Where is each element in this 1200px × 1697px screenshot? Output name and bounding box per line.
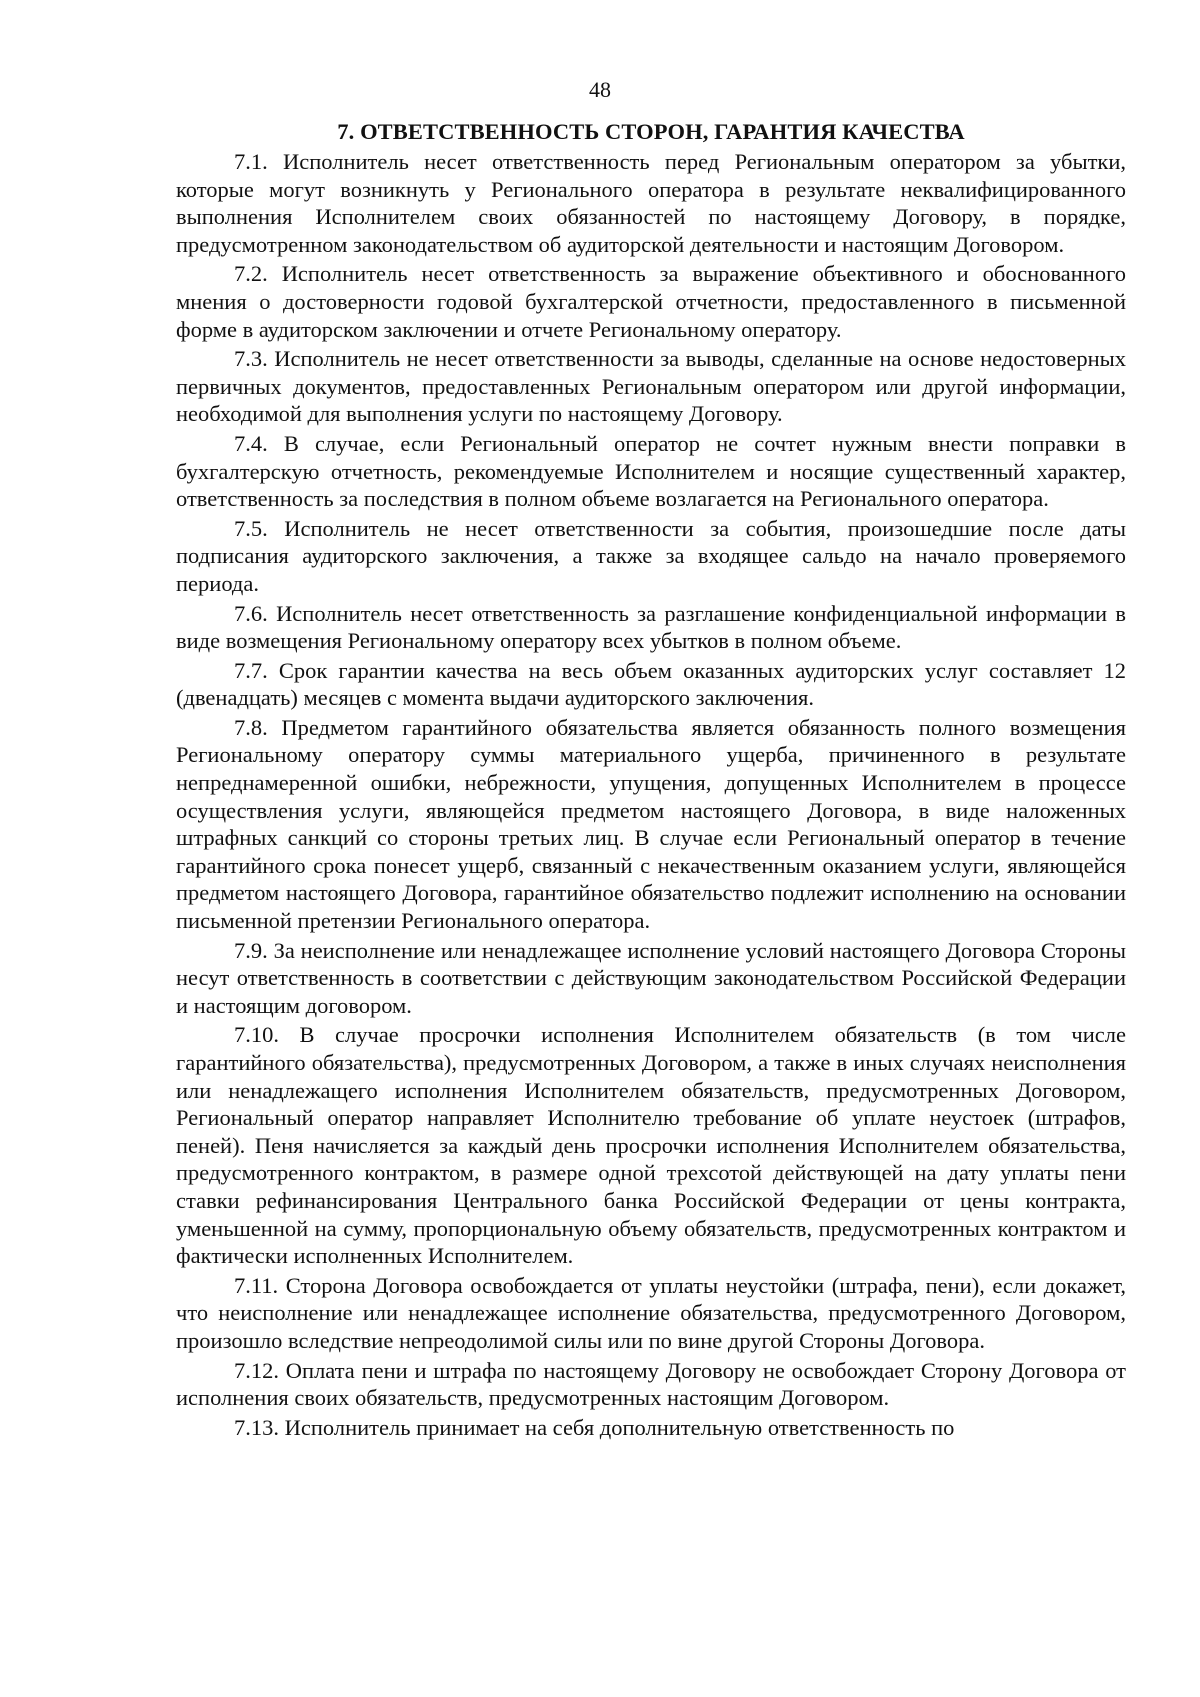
clause-7-4 (176, 430, 1126, 513)
section-title: 7. ОТВЕТСТВЕННОСТЬ СТОРОН, ГАРАНТИЯ КАЧЕСТВА (337, 119, 965, 144)
clause-text: В случае, если Региональный оператор не сочтет нужным внести поправки в бухгалтерскую отчетность, рекомендуемые Исполнителем и носящие существенный характер, ответственность за последствия в полном объеме возлагается на Регионального оператора. (176, 430, 1126, 512)
clause-number: 7.6. (234, 600, 268, 626)
clause-7-2 (176, 260, 1126, 343)
clause-text: Исполнитель несет ответственность перед Региональным оператором за убытки, которые могут возникнуть у Регионального оператора в результате неквалифицированного выполнения Исполнителем своих обязанностей по настоящему Договору, в порядке, предусмотренном законодательством об аудиторской деятельности и настоящим Договором. (176, 149, 1126, 257)
clause-number: 7.1. (234, 149, 268, 174)
clause-7-8 (176, 714, 1126, 935)
clause-number: 7.2. (234, 261, 268, 287)
clause-7-12 (176, 1357, 1126, 1412)
clause-7-7 (176, 657, 1126, 712)
clause-text: Сторона Договора освобождается от уплаты неустойки (штрафа, пени), если докажет, что неисполнение или ненадлежащее исполнение обязательства, предусмотренного Договором, произошло вследствие непреодолимой силы или по вине другой Стороны Договора. (176, 1272, 1126, 1353)
clause-number: 7.3. (234, 346, 268, 372)
document-content (176, 118, 1126, 1443)
clause-number: 7.5. (234, 515, 268, 541)
page-number: 48 (589, 77, 611, 102)
clause-text: Срок гарантии качества на весь объем оказанных аудиторских услуг составляет 12 (двенадцать) месяцев с момента выдачи аудиторского заключения. (176, 657, 1127, 711)
clause-7-11 (176, 1272, 1126, 1355)
clause-7-3 (176, 345, 1126, 428)
clause-text: Оплата пени и штрафа по настоящему Договору не освобождает Сторону Договора от исполнения своих обязательств, предусмотренных настоящим Договором. (176, 1357, 1126, 1411)
clause-number: 7.11. (234, 1272, 279, 1298)
clause-number: 7.13. (234, 1414, 279, 1440)
clause-number: 7.12. (234, 1357, 279, 1383)
clause-7-5 (176, 515, 1126, 598)
clause-number: 7.4. (234, 430, 268, 456)
clause-number: 7.10. (234, 1022, 279, 1048)
clause-7-10 (176, 1021, 1126, 1269)
clause-text: Исполнитель не несет ответственности за выводы, сделанные на основе недостоверных первичных документов, предоставленных Региональным оператором или другой информации, необходимой для выполнения услуги по настоящему Договору. (176, 346, 1126, 427)
clause-text: В случае просрочки исполнения Исполнителем обязательств (в том числе гарантийного обязательства), предусмотренных Договором, а также в иных случаях неисполнения или ненадлежащего исполнения Исполнителем обязательств, предусмотренных Договором, Региональный оператор направляет Исполнителю требование об уплате неустоек (штрафов, пеней). Пеня начисляется за каждый день просрочки исполнения Исполнителем обязательства, предусмотренного контрактом, в размере одной трехсотой действующей на дату уплаты пени ставки рефинансирования Центрального банка Российской Федерации от цены контракта, уменьшенной на сумму, пропорциональную объему обязательств, предусмотренных контрактом и фактически исполненных Исполнителем. (176, 1022, 1126, 1269)
clause-7-9 (176, 937, 1126, 1020)
clause-7-6 (176, 600, 1126, 655)
clause-text: Исполнитель принимает на себя дополнительную ответственность по (284, 1414, 955, 1440)
clause-text: Исполнитель несет ответственность за разглашение конфиденциальной информации в виде возмещения Региональному оператору всех убытков в полном объеме. (176, 600, 1126, 654)
clause-7-1 (176, 148, 1126, 258)
clause-text: Исполнитель несет ответственность за выражение объективного и обоснованного мнения о достоверности годовой бухгалтерской отчетности, предоставленного в письменной форме в аудиторском заключении и отчете Региональному оператору. (176, 261, 1127, 342)
clause-text: Исполнитель не несет ответственности за события, произошедшие после даты подписания аудиторского заключения, а также за входящее сальдо на начало проверяемого периода. (176, 515, 1126, 596)
clause-number: 7.9. (234, 937, 268, 963)
clause-number: 7.8. (234, 714, 268, 740)
clause-7-13 (176, 1414, 1126, 1442)
clause-text: Предметом гарантийного обязательства является обязанность полного возмещения Региональному оператору суммы материального ущерба, причиненного в результате непреднамеренной ошибки, небрежности, упущения, допущенных Исполнителем в процессе осуществления услуги, являющейся предметом настоящего Договора, в виде наложенных штрафных санкций со стороны третьих лиц. В случае если Региональный оператор в течение гарантийного срока понесет ущерб, связанный с некачественным оказанием услуги, являющейся предметом настоящего Договора, гарантийное обязательство подлежит исполнению на основании письменной претензии Регионального оператора. (176, 714, 1126, 934)
clause-text: За неисполнение или ненадлежащее исполнение условий настоящего Договора Стороны несут ответственность в соответствии с действующим законодательством Российской Федерации и настоящим договором. (176, 937, 1126, 1018)
clause-number: 7.7. (234, 657, 268, 683)
